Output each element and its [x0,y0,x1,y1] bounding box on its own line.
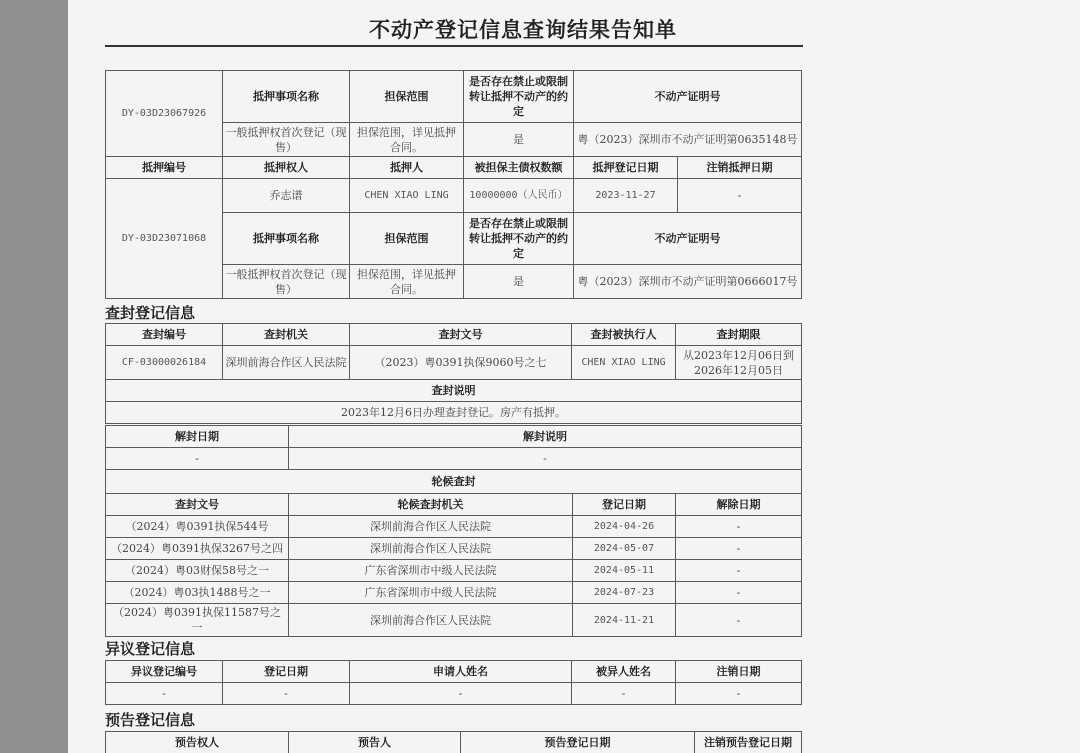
col-header: 预告权人 [106,732,289,753]
col-header: 登记日期 [573,494,676,516]
mortgage-cert: 粤（2023）深圳市不动产证明第0635148号 [574,123,802,157]
objection-heading: 异议登记信息 [105,640,196,658]
col-header: 注销日期 [676,661,802,683]
col-header: 不动产证明号 [574,213,802,265]
notice-table [105,731,802,753]
col-header: 是否存在禁止或限制转让抵押不动产的约定 [464,213,574,265]
table-row [106,560,802,582]
col-header: 登记日期 [223,661,350,683]
objection-no: - [106,683,223,705]
table-row [106,426,802,448]
col-header: 查封说明 [106,380,802,402]
col-header: 抵押登记日期 [574,157,678,179]
col-header: 注销抵押日期 [678,157,802,179]
mortgage-restrict: 是 [464,265,574,299]
waiting-doc: （2024）粤0391执保11587号之一 [106,604,289,637]
document-title: 不动产登记信息查询结果告知单 [369,17,677,42]
document-page [68,0,1080,753]
table-row [106,661,802,683]
mortgage-item: 一般抵押权首次登记（现售） [223,123,350,157]
table-row [106,157,802,179]
waiting-reg-date: 2024-05-07 [573,538,676,560]
mortgage-holder: 乔志谱 [223,179,350,213]
waiting-reg-date: 2024-04-26 [573,516,676,538]
col-header: 查封编号 [106,324,223,346]
waiting-release-date: - [676,604,802,637]
waiting-release-date: - [676,538,802,560]
release-desc: - [289,448,802,470]
seizure-heading: 查封登记信息 [105,304,196,322]
table-row [106,380,802,402]
col-header: 预告登记日期 [461,732,695,753]
seizure-org: 深圳前海合作区人民法院 [223,346,350,380]
mortgage-restrict: 是 [464,123,574,157]
table-row [106,516,802,538]
waiting-org: 深圳前海合作区人民法院 [289,516,573,538]
waiting-reg-date: 2024-07-23 [573,582,676,604]
col-header: 担保范围 [350,71,464,123]
mortgage-amount: 10000000（人民币） [464,179,574,213]
waiting-doc: （2024）粤0391执保3267号之四 [106,538,289,560]
objection-cancel: - [676,683,802,705]
objection-date: - [223,683,350,705]
col-header: 轮候查封 [106,470,802,494]
seizure-person: CHEN XIAO LING [572,346,676,380]
notice-heading: 预告登记信息 [105,711,196,729]
col-header: 解封说明 [289,426,802,448]
waiting-org: 广东省深圳市中级人民法院 [289,582,573,604]
waiting-reg-date: 2024-05-11 [573,560,676,582]
table-row [106,448,802,470]
seizure-desc: 2023年12月6日办理查封登记。房产有抵押。 [106,402,802,424]
col-header: 抵押编号 [106,157,223,179]
mortgage-cert: 粤（2023）深圳市不动产证明第0666017号 [574,265,802,299]
table-row [106,346,802,380]
waiting-org: 广东省深圳市中级人民法院 [289,560,573,582]
waiting-release-date: - [676,560,802,582]
waiting-reg-date: 2024-11-21 [573,604,676,637]
col-header: 预告人 [289,732,461,753]
release-table [105,425,802,494]
table-row [106,71,802,123]
seizure-no: CF-03000026184 [106,346,223,380]
col-header: 抵押事项名称 [223,71,350,123]
col-header: 抵押人 [350,157,464,179]
waiting-doc: （2024）粤03财保58号之一 [106,560,289,582]
table-row [106,179,802,213]
col-header: 被异人姓名 [572,661,676,683]
waiting-release-date: - [676,582,802,604]
waiting-seizure-table [105,493,802,637]
table-row [106,470,802,494]
col-header: 查封机关 [223,324,350,346]
col-header: 注销预告登记日期 [695,732,802,753]
table-row [106,494,802,516]
table-row [106,604,802,637]
mortgage-no: DY-03D23067926 [106,71,223,157]
mortgage-no: DY-03D23071068 [106,179,223,299]
col-header: 异议登记编号 [106,661,223,683]
col-header: 不动产证明号 [574,71,802,123]
col-header: 解除日期 [676,494,802,516]
col-header: 担保范围 [350,213,464,265]
table-row [106,582,802,604]
objection-respondent: - [572,683,676,705]
col-header: 查封文号 [106,494,289,516]
objection-table [105,660,802,705]
table-row [106,538,802,560]
release-date: - [106,448,289,470]
mortgage-scope: 担保范围，详见抵押合同。 [350,123,464,157]
seizure-period: 从2023年12月06日到2026年12月05日 [676,346,802,380]
waiting-doc: （2024）粤03执1488号之一 [106,582,289,604]
title-rule [105,45,803,47]
mortgagor: CHEN XIAO LING [350,179,464,213]
table-row [106,402,802,424]
waiting-release-date: - [676,516,802,538]
col-header: 抵押权人 [223,157,350,179]
col-header: 是否存在禁止或限制转让抵押不动产的约定 [464,71,574,123]
mortgage-item: 一般抵押权首次登记（现售） [223,265,350,299]
col-header: 查封被执行人 [572,324,676,346]
col-header: 抵押事项名称 [223,213,350,265]
mortgage-table [105,70,802,299]
col-header: 查封文号 [350,324,572,346]
table-row [106,732,802,753]
col-header: 申请人姓名 [350,661,572,683]
table-row [106,324,802,346]
waiting-doc: （2024）粤0391执保544号 [106,516,289,538]
waiting-org: 深圳前海合作区人民法院 [289,538,573,560]
waiting-org: 深圳前海合作区人民法院 [289,604,573,637]
col-header: 解封日期 [106,426,289,448]
col-header: 查封期限 [676,324,802,346]
mortgage-reg-date: 2023-11-27 [574,179,678,213]
table-row [106,683,802,705]
mortgage-scope: 担保范围，详见抵押合同。 [350,265,464,299]
objection-applicant: - [350,683,572,705]
seizure-table [105,323,802,424]
mortgage-cancel-date: - [678,179,802,213]
seizure-doc: （2023）粤0391执保9060号之七 [350,346,572,380]
col-header: 轮候查封机关 [289,494,573,516]
col-header: 被担保主债权数额 [464,157,574,179]
